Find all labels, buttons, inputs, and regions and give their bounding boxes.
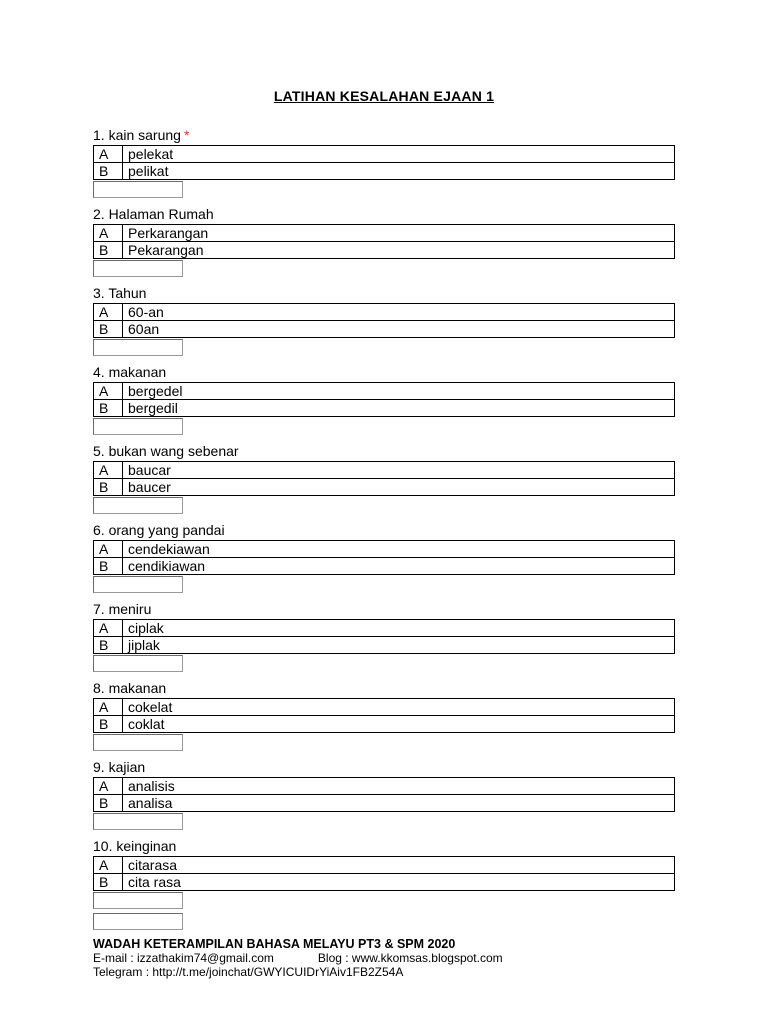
options-table — [93, 540, 675, 575]
question-text: 5. bukan wang sebenar — [93, 443, 239, 459]
option-letter: B — [94, 242, 123, 259]
question-text: 10. keinginan — [93, 838, 177, 854]
option-text: cendikiawan — [123, 558, 675, 575]
question-text: 8. makanan — [93, 680, 167, 696]
option-text: analisa — [123, 795, 675, 812]
option-row[interactable] — [94, 558, 675, 575]
option-row[interactable] — [94, 400, 675, 417]
question-label — [93, 126, 675, 144]
option-letter: A — [94, 146, 123, 163]
options-table — [93, 856, 675, 891]
question-label — [93, 442, 675, 460]
footer-telegram: Telegram : http://t.me/joinchat/GWYICUIDrYiAiv1FB2Z54A — [93, 965, 404, 979]
option-text: pelikat — [123, 163, 675, 180]
option-letter: A — [94, 304, 123, 321]
option-letter: A — [94, 778, 123, 795]
option-text: citarasa — [123, 857, 675, 874]
option-letter: B — [94, 874, 123, 891]
option-text: jiplak — [123, 637, 675, 654]
question-4 — [93, 363, 675, 435]
question-text: 7. meniru — [93, 601, 152, 617]
answer-box[interactable] — [93, 181, 183, 198]
option-row[interactable] — [94, 857, 675, 874]
option-row[interactable] — [94, 874, 675, 891]
question-label — [93, 679, 675, 697]
options-table — [93, 145, 675, 180]
answer-box[interactable] — [93, 813, 183, 830]
question-label — [93, 363, 675, 381]
question-6 — [93, 521, 675, 593]
option-text: bergedil — [123, 400, 675, 417]
footer-heading: WADAH KETERAMPILAN BAHASA MELAYU PT3 & SPM 2020 — [93, 937, 456, 951]
answer-box[interactable] — [93, 892, 183, 909]
question-5 — [93, 442, 675, 514]
options-table — [93, 224, 675, 259]
answer-box[interactable] — [93, 655, 183, 672]
answer-box[interactable] — [93, 734, 183, 751]
question-label — [93, 837, 675, 855]
option-letter: B — [94, 400, 123, 417]
option-text: coklat — [123, 716, 675, 733]
option-letter: A — [94, 383, 123, 400]
question-8 — [93, 679, 675, 751]
option-letter: B — [94, 716, 123, 733]
footer-email: E-mail : izzathakim74@gmail.com — [93, 951, 274, 965]
question-text: 4. makanan — [93, 364, 167, 380]
option-row[interactable] — [94, 163, 675, 180]
option-letter: B — [94, 637, 123, 654]
question-text: 6. orang yang pandai — [93, 522, 225, 538]
option-row[interactable] — [94, 795, 675, 812]
options-table — [93, 461, 675, 496]
question-text: 9. kajian — [93, 759, 146, 775]
option-text: 60an — [123, 321, 675, 338]
question-9 — [93, 758, 675, 830]
option-letter: B — [94, 558, 123, 575]
question-text: 1. kain sarung — [93, 127, 181, 143]
question-label — [93, 205, 675, 223]
option-row[interactable] — [94, 225, 675, 242]
question-text: 3. Tahun — [93, 285, 147, 301]
question-text: 2. Halaman Rumah — [93, 206, 214, 222]
answer-box[interactable] — [93, 418, 183, 435]
option-letter: A — [94, 225, 123, 242]
option-letter: B — [94, 795, 123, 812]
option-row[interactable] — [94, 479, 675, 496]
option-text: Pekarangan — [123, 242, 675, 259]
option-letter: A — [94, 699, 123, 716]
option-row[interactable] — [94, 541, 675, 558]
options-table — [93, 619, 675, 654]
footer-contact-line — [93, 951, 503, 965]
question-1 — [93, 126, 675, 198]
question-label — [93, 284, 675, 302]
option-row[interactable] — [94, 637, 675, 654]
option-row[interactable] — [94, 778, 675, 795]
question-label — [93, 758, 675, 776]
option-text: analisis — [123, 778, 675, 795]
page-title: LATIHAN KESALAHAN EJAAN 1 — [273, 88, 495, 104]
option-letter: B — [94, 479, 123, 496]
options-table — [93, 777, 675, 812]
options-table — [93, 303, 675, 338]
answer-box[interactable] — [93, 339, 183, 356]
option-row[interactable] — [94, 620, 675, 637]
option-text: cokelat — [123, 699, 675, 716]
option-row[interactable] — [94, 146, 675, 163]
answer-box[interactable] — [93, 576, 183, 593]
option-letter: A — [94, 462, 123, 479]
footer — [93, 937, 503, 979]
option-text: ciplak — [123, 620, 675, 637]
answer-box-final[interactable] — [93, 913, 183, 930]
answer-box[interactable] — [93, 260, 183, 277]
option-row[interactable] — [94, 716, 675, 733]
question-10 — [93, 837, 675, 909]
question-7 — [93, 600, 675, 672]
option-letter: A — [94, 857, 123, 874]
option-row[interactable] — [94, 383, 675, 400]
option-text: cendekiawan — [123, 541, 675, 558]
option-text: Perkarangan — [123, 225, 675, 242]
options-table — [93, 698, 675, 733]
question-2 — [93, 205, 675, 277]
option-text: bergedel — [123, 383, 675, 400]
option-row[interactable] — [94, 321, 675, 338]
option-text: baucer — [123, 479, 675, 496]
option-row[interactable] — [94, 242, 675, 259]
option-letter: B — [94, 321, 123, 338]
required-mark: * — [183, 127, 190, 143]
option-text: pelekat — [123, 146, 675, 163]
options-table — [93, 382, 675, 417]
option-row[interactable] — [94, 699, 675, 716]
option-text: 60-an — [123, 304, 675, 321]
option-text: baucar — [123, 462, 675, 479]
option-row[interactable] — [94, 304, 675, 321]
question-label — [93, 600, 675, 618]
option-letter: A — [94, 541, 123, 558]
question-label — [93, 521, 675, 539]
option-row[interactable] — [94, 462, 675, 479]
answer-box[interactable] — [93, 497, 183, 514]
footer-blog: Blog : www.kkomsas.blogspot.com — [317, 951, 503, 965]
option-text: cita rasa — [123, 874, 675, 891]
question-3 — [93, 284, 675, 356]
option-letter: B — [94, 163, 123, 180]
option-letter: A — [94, 620, 123, 637]
